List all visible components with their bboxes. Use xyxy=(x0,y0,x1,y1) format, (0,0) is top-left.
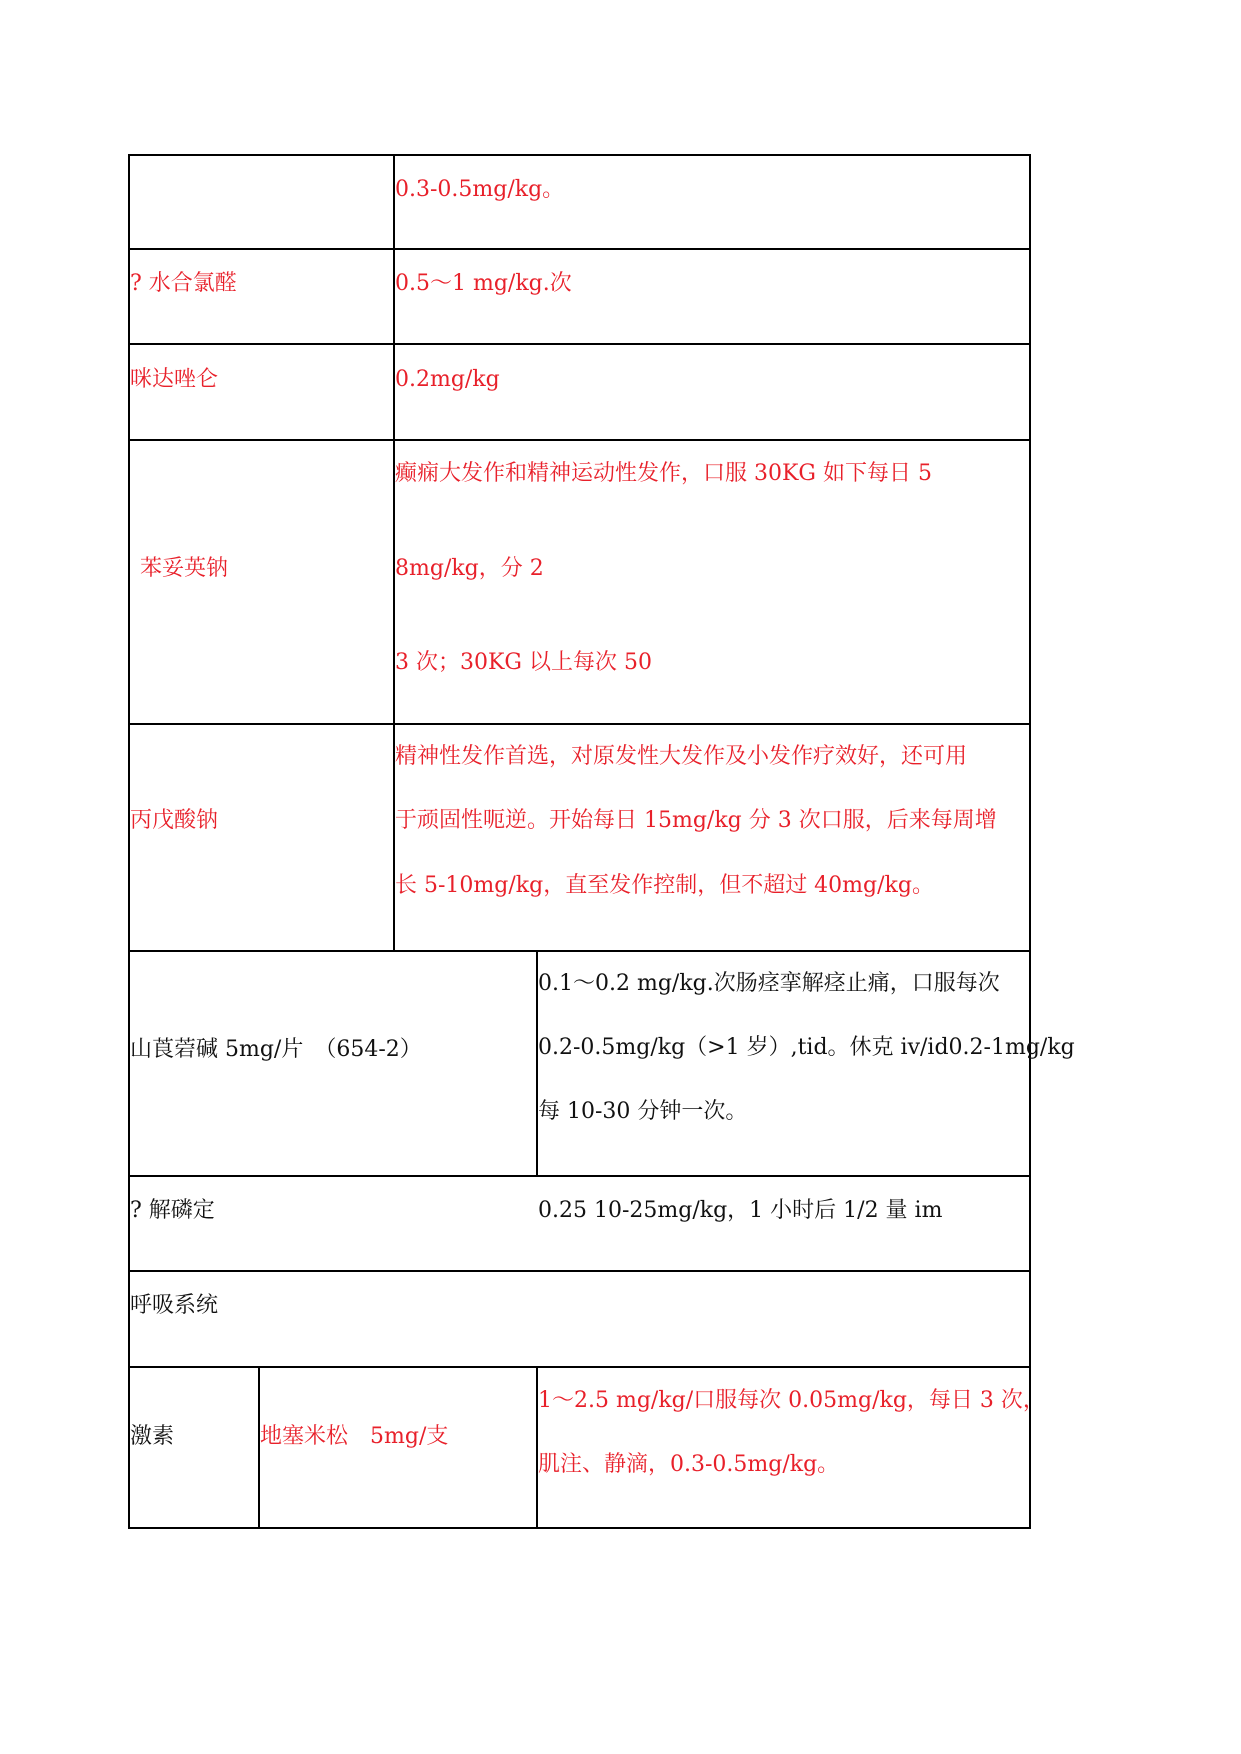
table-border-top xyxy=(128,154,1031,156)
drug-name-row-5: 丙戊酸钠 xyxy=(130,808,219,833)
dose-line-row-4-2: 8mg/kg，分 2 xyxy=(395,556,544,581)
row-divider-2 xyxy=(128,343,1031,345)
row-divider-6 xyxy=(128,1175,1031,1177)
dose-line-row-4-3: 3 次；30KG 以上每次 50 xyxy=(395,650,652,675)
row-divider-3 xyxy=(128,439,1031,441)
row-divider-5 xyxy=(128,950,1031,952)
table-border-right xyxy=(1029,154,1031,1529)
category-label: 激素 xyxy=(130,1424,175,1449)
dose-text-row-7: 0.25 10-25mg/kg，1 小时后 1/2 量 im xyxy=(538,1198,943,1223)
dose-line-row-5-3: 长 5-10mg/kg，直至发作控制，但不超过 40mg/kg。 xyxy=(395,873,934,898)
dose-line-row-6-2: 0.2-0.5mg/kg（>1 岁）,tid。休克 iv/id0.2-1mg/kg xyxy=(538,1035,1075,1060)
drug-name-row-7: ? 解磷定 xyxy=(130,1198,215,1223)
dose-line-row-6-3: 每 10-30 分钟一次。 xyxy=(538,1099,748,1124)
dose-line-row-4-1: 癫痫大发作和精神运动性发作，口服 30KG 如下每日 5 xyxy=(395,461,932,486)
row-divider-4 xyxy=(128,723,1031,725)
table-border-bottom xyxy=(128,1527,1031,1529)
dose-line-last-2: 肌注、静滴，0.3-0.5mg/kg。 xyxy=(538,1452,840,1477)
section-header-respiratory: 呼吸系统 xyxy=(130,1293,219,1318)
drug-name-row-3: 咪达唑仑 xyxy=(130,367,219,392)
dose-line-row-6-1: 0.1～0.2 mg/kg.次肠痉挛解痉止痛，口服每次 xyxy=(538,971,1000,996)
dose-text-row-1: 0.3-0.5mg/kg。 xyxy=(395,177,565,202)
table-border-left xyxy=(128,154,130,1529)
drug-name-last-row: 地塞米松 5mg/支 xyxy=(260,1424,449,1449)
dose-text-row-3: 0.2mg/kg xyxy=(395,367,500,392)
dose-line-last-1: 1～2.5 mg/kg/口服每次 0.05mg/kg，每日 3 次， xyxy=(538,1388,1045,1413)
dose-line-row-5-1: 精神性发作首选，对原发性大发作及小发作疗效好，还可用 xyxy=(395,744,968,769)
drug-name-row-6: 山莨菪碱 5mg/片 （654-2） xyxy=(130,1037,422,1062)
dose-text-row-2: 0.5～1 mg/kg.次 xyxy=(395,271,572,296)
drug-name-row-2: ? 水合氯醛 xyxy=(130,271,237,296)
drug-name-row-4: 苯妥英钠 xyxy=(140,556,229,581)
dose-line-row-5-2: 于顽固性呃逆。开始每日 15mg/kg 分 3 次口服，后来每周增 xyxy=(395,808,997,833)
row-divider-7 xyxy=(128,1270,1031,1272)
row-divider-8 xyxy=(128,1366,1031,1368)
row-divider-1 xyxy=(128,248,1031,250)
